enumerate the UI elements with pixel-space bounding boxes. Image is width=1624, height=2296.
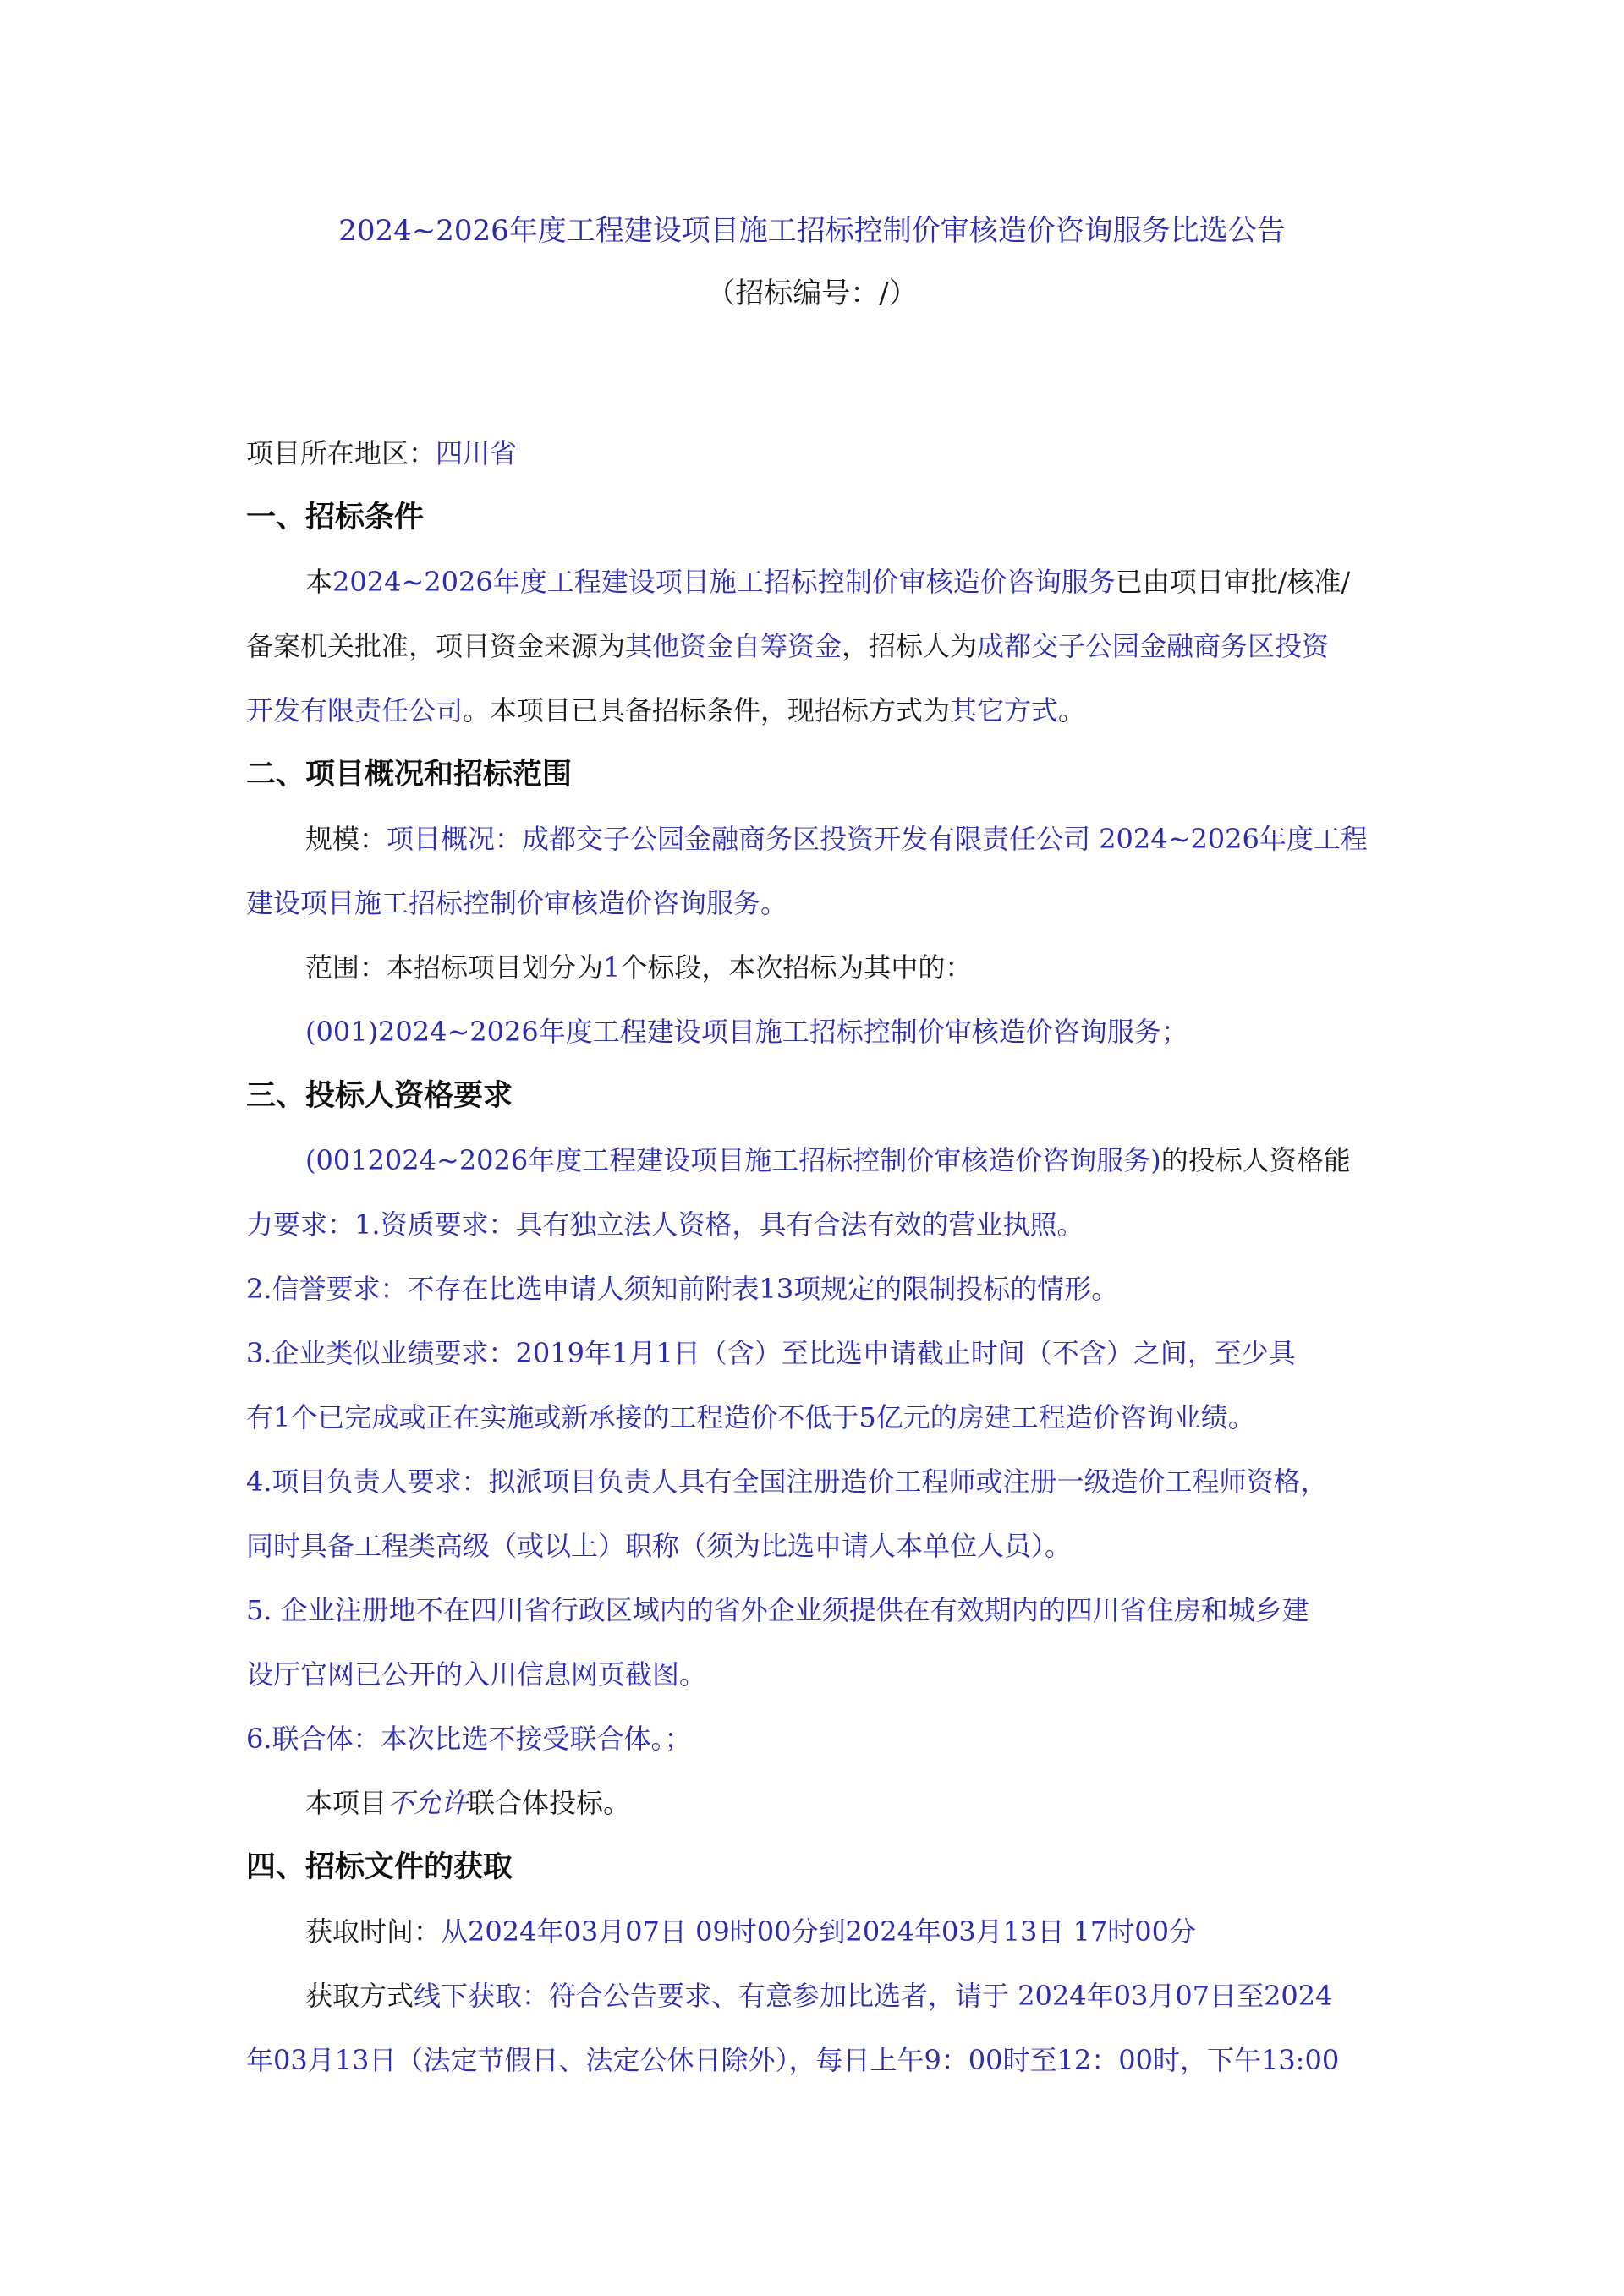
qualification-line: 3.企业类似业绩要求：2019年1月1日（含）至比选申请截止时间（不含）之间，至少具 bbox=[246, 1337, 1296, 1369]
text-span: 备案机关批准，项目资金来源为 bbox=[246, 630, 626, 662]
section-heading-document-acquisition: 四、招标文件的获取 bbox=[246, 1850, 513, 1884]
qualification-line: 有1个已完成或正在实施或新承接的工程造价不低于5亿元的房建工程造价咨询业绩。 bbox=[246, 1401, 1255, 1433]
text-span: 。本项目已具备招标条件，现招标方式为 bbox=[463, 694, 951, 726]
acquisition-time bbox=[246, 1899, 1396, 1964]
qualification-line: 2.信誉要求：不存在比选申请人须知前附表13项规定的限制投标的情形。 bbox=[246, 1273, 1119, 1305]
tenderer-name: 开发有限责任公司 bbox=[246, 694, 464, 726]
project-name: 2024~2026年度工程建设项目施工招标控制价审核造价咨询服务 bbox=[332, 566, 1116, 598]
acquisition-method bbox=[246, 1964, 1396, 2028]
section-heading-tender-conditions: 一、招标条件 bbox=[246, 501, 425, 534]
time-label: 获取时间： bbox=[305, 1915, 442, 1948]
document-body bbox=[246, 421, 1396, 2092]
text-span: 本项目 bbox=[305, 1787, 387, 1819]
paragraph-line bbox=[246, 678, 1396, 743]
section-heading-project-overview: 二、项目概况和招标范围 bbox=[246, 758, 573, 792]
text-span: 范围：本招标项目划分为 bbox=[305, 951, 604, 984]
qualification-line: 力要求：1.资质要求：具有独立法人资格，具有合法有效的营业执照。 bbox=[246, 1208, 1084, 1241]
qualification-line: 设厅官网已公开的入川信息网页截图。 bbox=[246, 1658, 707, 1690]
project-region bbox=[246, 421, 1396, 485]
tender-method: 其它方式 bbox=[950, 694, 1059, 726]
qualification-line: 5. 企业注册地不在四川省行政区域内的省外企业须提供在有效期内的四川省住房和城乡建 bbox=[246, 1594, 1309, 1626]
fund-source: 其他资金自筹资金 bbox=[625, 630, 842, 662]
section-heading-bidder-qualifications: 三、投标人资格要求 bbox=[246, 1079, 513, 1113]
text-span: 的投标人资格能 bbox=[1160, 1144, 1351, 1176]
time-value: 从2024年03月07日 09时00分到2024年03月13日 17时00分 bbox=[441, 1915, 1196, 1948]
qualification-line: 4.项目负责人要求：拟派项目负责人具有全国注册造价工程师或注册一级造价工程师资格， bbox=[246, 1466, 1328, 1498]
paragraph-line: 年03月13日（法定节假日、法定公休日除外），每日上午9：00时至12：00时，下午13:00 bbox=[246, 2044, 1340, 2076]
paragraph-line: 建设项目施工招标控制价审核造价咨询服务。 bbox=[246, 887, 788, 919]
lot-count: 1 bbox=[603, 951, 621, 984]
scale-text: 项目概况：成都交子公园金融商务区投资开发有限责任公司 2024~2026年度工程 bbox=[387, 823, 1368, 855]
text-span: 联合体投标。 bbox=[468, 1787, 631, 1819]
lot-item: (001)2024~2026年度工程建设项目施工招标控制价审核造价咨询服务； bbox=[305, 1016, 1188, 1048]
consortium-status: 不允许 bbox=[387, 1787, 469, 1819]
paragraph-line bbox=[246, 550, 1396, 614]
lot-reference: (0012024~2026年度工程建设项目施工招标控制价审核造价咨询服务) bbox=[305, 1144, 1161, 1176]
qualification-line: 6.联合体：本次比选不接受联合体。； bbox=[246, 1723, 692, 1755]
page-title: 2024~2026年度工程建设项目施工招标控制价审核造价咨询服务比选公告 bbox=[338, 214, 1286, 248]
paragraph-line bbox=[246, 1128, 1396, 1192]
text-span: ，招标人为 bbox=[842, 630, 978, 662]
text-span: 本 bbox=[305, 566, 333, 598]
text-span: 个标段，本次招标为其中的： bbox=[620, 951, 973, 984]
region-value: 四川省 bbox=[436, 437, 518, 469]
text-span: 已由项目审批/核准/ bbox=[1115, 566, 1351, 598]
paragraph-line bbox=[246, 614, 1396, 678]
qualification-line: 同时具备工程类高级（或以上）职称（须为比选申请人本单位人员）。 bbox=[246, 1530, 1073, 1562]
method-text: 线下获取：符合公告要求、有意参加比选者，请于 2024年03月07日至2024 bbox=[414, 1980, 1333, 2012]
tenderer-name: 成都交子公园金融商务区投资 bbox=[977, 630, 1330, 662]
text-span: 。 bbox=[1058, 694, 1086, 726]
consortium-line bbox=[246, 1771, 1396, 1835]
method-label: 获取方式 bbox=[305, 1980, 414, 2012]
scale-label: 规模： bbox=[305, 823, 387, 855]
paragraph-line bbox=[246, 807, 1396, 871]
tender-number: （招标编号：/） bbox=[706, 277, 918, 310]
paragraph-line bbox=[246, 935, 1396, 1000]
region-label: 项目所在地区： bbox=[246, 437, 436, 469]
